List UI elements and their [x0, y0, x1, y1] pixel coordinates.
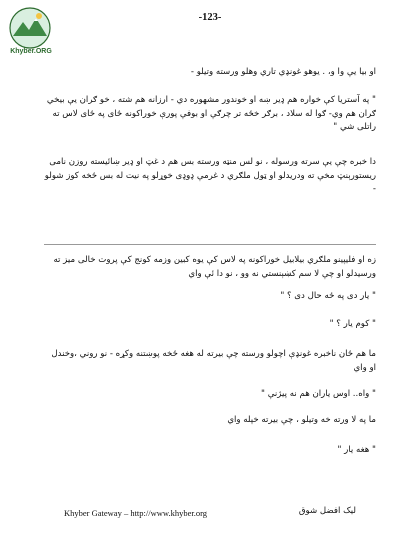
divider	[44, 244, 376, 245]
paragraph-3: دا خبره چې يې سرته ورسوله ، نو لس منټه ورسته بس هم د غټ او ډير ښائيسته روزن نامی ريستورېنټ مخې ته ودريدلو او ټول ملګري د غرمې ډوډی خوړلو په نيت له بس ځخه کوز شولو -	[44, 157, 376, 194]
page-number: -123-	[198, 12, 222, 23]
footer-source: Khyber Gateway – http://www.khyber.org	[64, 508, 208, 518]
paragraph-9: ما په لا ورته خه وتيلو ، چې بيرته خپله واي	[227, 415, 376, 425]
paragraph-6: " کوم يار ؟ "	[329, 319, 376, 329]
paragraph-10: " هغه يار "	[337, 445, 376, 455]
paragraph-7: ما هم ځان ناخبره غونډې اچولو ورسته چې بيرته له هغه ځخه پوښتنه وکړه - نو روني ،وخندل او واي	[51, 349, 376, 373]
paragraph-1: او بيا يې وا و، . يوهو غونډي تاري وهلو ورسته وتيلو -	[190, 67, 376, 77]
paragraph-5: " يار دی په ځه حال دی ؟ "	[280, 291, 376, 301]
paragraph-4: زه او فليپينو ملګري بيلابيل خوراکونه په لاس کې يوه کبين وزمه کونج کې پروت خالی ميز ته ورسيدلو او چې لا سم کښېنستي نه وو ، نو دا ئې واي	[53, 255, 376, 279]
footer-author: ليک افضل شوق	[298, 506, 356, 516]
logo-text: Khyber.ORG	[10, 48, 52, 55]
paragraph-2: " په آستريا کې خواره هم ډير ښه او خوندور مشهوره دي - ارزانه هم شته ، خو ګران يې بيخي ګران هم وي- ګوا له سلاد ، برګر خځه تر چرګې او بوفې پورې خوراکونه ځای په ځای لاس ته راتلی شي "	[46, 95, 376, 132]
paragraph-8: " واه.. اوس ياران هم نه پيژنې "	[261, 389, 376, 399]
